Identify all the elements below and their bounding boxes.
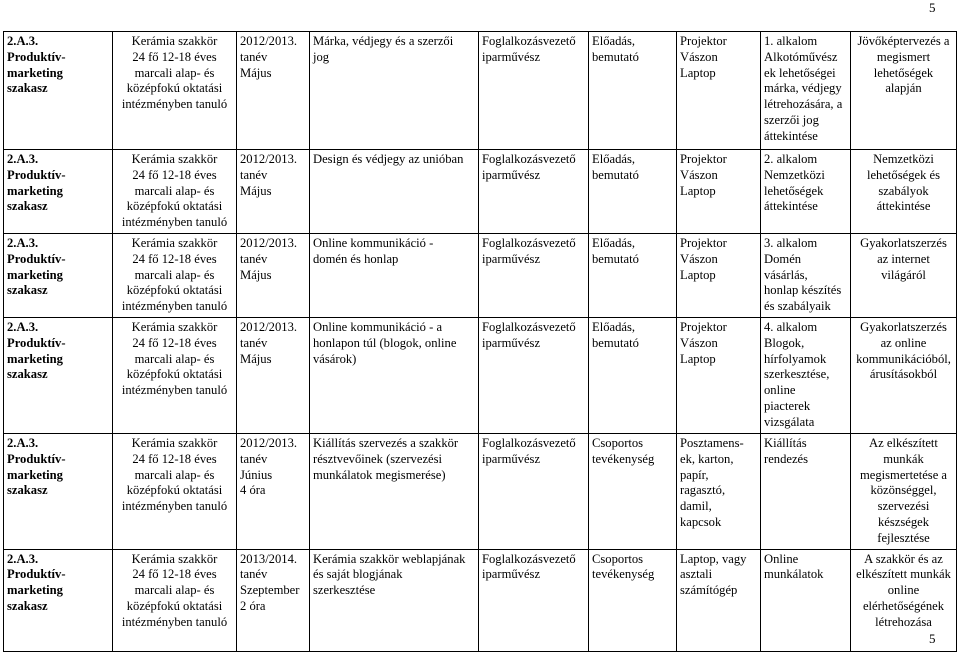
program-table [3, 31, 957, 652]
result-cell-line: munkák [883, 451, 924, 466]
time-cell [237, 318, 310, 434]
topic-cell-line: munkálatok megismerése) [313, 467, 446, 482]
tools-cell-line: Projektor [680, 34, 727, 48]
leader-cell-line: Foglalkozásvezető [482, 551, 576, 566]
tools-cell-line: ek, karton, [680, 451, 734, 466]
activity-cell-line: 3. alkalom [764, 236, 818, 250]
time-cell-line: 2012/2013. [240, 34, 298, 48]
activity-cell-line: vizsgálata [764, 414, 815, 429]
tools-cell [677, 318, 761, 434]
method-cell-line: Csoportos [592, 436, 644, 450]
phase-cell-line: szakasz [7, 199, 48, 214]
target-group-cell-line: Kerámia szakkör [131, 236, 218, 250]
method-cell-line: Előadás, [592, 34, 636, 48]
phase-cell [4, 32, 113, 150]
topic-cell [310, 318, 479, 434]
method-cell-line: Előadás, [592, 236, 636, 250]
leader-cell [479, 32, 589, 150]
topic-cell-line: résztvevőinek (szervezési [313, 451, 443, 466]
phase-cell [4, 318, 113, 434]
target-group-cell-line: Kerámia szakkör [131, 551, 218, 566]
tools-cell-line: Laptop, vagy [680, 551, 747, 566]
method-cell-line: Előadás, [592, 152, 636, 166]
time-cell [237, 234, 310, 318]
target-group-cell [113, 150, 237, 234]
leader-cell-line: iparművész [482, 49, 541, 64]
tools-cell-line: Projektor [680, 236, 727, 250]
method-cell-line: bemutató [592, 251, 639, 266]
time-cell-line: tanév [240, 251, 268, 266]
phase-cell-line: 2.A.3. [7, 320, 39, 334]
time-cell-line: Május [240, 183, 272, 198]
page-number-top: 5 [929, 0, 936, 15]
activity-cell [761, 549, 851, 651]
time-cell-line: 2012/2013. [240, 236, 298, 250]
activity-cell [761, 150, 851, 234]
activity-cell-line: és szabályaik [764, 299, 831, 314]
tools-cell-line: Laptop [680, 65, 716, 80]
table-row [4, 434, 957, 550]
tools-cell-line: Posztamens- [680, 436, 744, 450]
result-cell-line: kommunikációból, [856, 351, 951, 366]
target-group-cell-line: marcali alap- és [134, 183, 215, 198]
target-group-cell-line: marcali alap- és [134, 583, 215, 598]
phase-cell-line: szakasz [7, 81, 48, 96]
result-cell-line: az internet [877, 251, 930, 266]
phase-cell-line: 2.A.3. [7, 436, 39, 450]
time-cell-line: Szeptember [240, 583, 300, 598]
leader-cell [479, 234, 589, 318]
leader-cell-line: iparművész [482, 251, 541, 266]
result-cell-line: fejlesztése [877, 530, 930, 545]
phase-cell-line: 2.A.3. [7, 551, 39, 566]
time-cell [237, 549, 310, 651]
tools-cell-line: számítógép [680, 583, 738, 598]
topic-cell [310, 32, 479, 150]
activity-cell-line: Kiállítás [764, 436, 807, 450]
result-cell [851, 434, 957, 550]
tools-cell-line: papír, [680, 467, 709, 482]
topic-cell-line: Márka, védjegy és a szerzői [313, 34, 454, 48]
method-cell [589, 549, 677, 651]
leader-cell-line: Foglalkozásvezető [482, 436, 576, 450]
method-cell [589, 32, 677, 150]
phase-cell-line: szakasz [7, 483, 48, 498]
target-group-cell-line: Kerámia szakkör [131, 436, 218, 450]
activity-cell-line: ek lehetőségei [764, 65, 836, 80]
phase-cell-line: szakasz [7, 283, 48, 298]
activity-cell-line: 4. alkalom [764, 320, 818, 334]
activity-cell-line: Alkotóművész [764, 49, 838, 64]
activity-cell-line: áttekintése [764, 199, 818, 214]
tools-cell-line: Vászon [680, 49, 718, 64]
result-cell-line: megismertetése a [859, 467, 948, 482]
leader-cell [479, 318, 589, 434]
target-group-cell-line: 24 fő 12-18 éves [132, 335, 217, 350]
target-group-cell-line: Kerámia szakkör [131, 34, 218, 48]
result-cell-line: elérhetőségének [862, 598, 945, 613]
result-cell-line: világáról [881, 267, 926, 282]
tools-cell [677, 549, 761, 651]
result-cell [851, 150, 957, 234]
topic-cell [310, 150, 479, 234]
phase-cell-line: marketing [7, 467, 63, 482]
phase-cell-line: 2.A.3. [7, 236, 39, 250]
activity-cell-line: honlap készítés [764, 283, 842, 298]
result-cell-line: lehetőségek [873, 65, 934, 80]
result-cell [851, 234, 957, 318]
phase-cell-line: 2.A.3. [7, 34, 39, 48]
activity-cell-line: Blogok, [764, 335, 805, 350]
phase-cell-line: szakasz [7, 367, 48, 382]
method-cell [589, 318, 677, 434]
result-cell-line: árusításokból [869, 367, 938, 382]
tools-cell-line: kapcsok [680, 514, 722, 529]
phase-cell-line: Produktív- [7, 49, 66, 64]
result-cell-line: elkészített munkák [856, 567, 951, 582]
target-group-cell [113, 234, 237, 318]
phase-cell [4, 549, 113, 651]
target-group-cell [113, 434, 237, 550]
activity-cell-line: szerkesztése, [764, 367, 830, 382]
topic-cell-line: honlapon túl (blogok, online [313, 335, 457, 350]
table-row [4, 150, 957, 234]
result-cell-line: megismert [876, 49, 931, 64]
target-group-cell-line: intézményben tanuló [121, 299, 228, 314]
tools-cell-line: Vászon [680, 251, 718, 266]
target-group-cell-line: 24 fő 12-18 éves [132, 251, 217, 266]
topic-cell-line: jog [313, 49, 330, 64]
target-group-cell-line: középfokú oktatási [126, 199, 223, 214]
result-cell-line: áttekintése [876, 199, 931, 214]
topic-cell-line: Kerámia szakkör weblapjának [313, 551, 466, 566]
result-cell-line: Jövőképtervezés a [857, 34, 950, 48]
time-cell [237, 32, 310, 150]
topic-cell [310, 434, 479, 550]
phase-cell-line: Produktív- [7, 251, 66, 266]
method-cell-line: bemutató [592, 49, 639, 64]
time-cell [237, 434, 310, 550]
activity-cell-line: rendezés [764, 451, 809, 466]
time-cell-line: tanév [240, 567, 268, 582]
target-group-cell-line: középfokú oktatási [126, 81, 223, 96]
result-cell-line: létrehozása [875, 614, 932, 629]
result-cell-line: készségek [877, 514, 930, 529]
tools-cell-line: Laptop [680, 351, 716, 366]
target-group-cell-line: intézményben tanuló [121, 97, 228, 112]
phase-cell-line: marketing [7, 267, 63, 282]
target-group-cell [113, 318, 237, 434]
method-cell-line: tevékenység [592, 567, 655, 582]
target-group-cell-line: intézményben tanuló [121, 215, 228, 230]
activity-cell-line: online [764, 383, 796, 398]
target-group-cell-line: intézményben tanuló [121, 614, 228, 629]
leader-cell-line: Foglalkozásvezető [482, 152, 576, 166]
activity-cell-line: hírfolyamok [764, 351, 827, 366]
topic-cell-line: Design és védjegy az unióban [313, 152, 464, 166]
tools-cell-line: Laptop [680, 267, 716, 282]
target-group-cell-line: 24 fő 12-18 éves [132, 451, 217, 466]
target-group-cell-line: Kerámia szakkör [131, 320, 218, 334]
result-cell-line: Nemzetközi [873, 152, 934, 166]
leader-cell [479, 434, 589, 550]
activity-cell-line: áttekintése [764, 128, 818, 143]
leader-cell-line: Foglalkozásvezető [482, 236, 576, 250]
target-group-cell-line: középfokú oktatási [126, 483, 223, 498]
tools-cell-line: asztali [680, 567, 713, 582]
phase-cell-line: marketing [7, 583, 63, 598]
result-cell-line: alapján [885, 81, 922, 96]
method-cell-line: bemutató [592, 335, 639, 350]
activity-cell-line: Online [764, 551, 799, 566]
result-cell [851, 318, 957, 434]
tools-cell-line: Vászon [680, 335, 718, 350]
time-cell-line: 2012/2013. [240, 436, 298, 450]
topic-cell-line: vásárok) [313, 351, 357, 366]
result-cell-line: szervezési [877, 499, 930, 514]
topic-cell-line: és saját blogjának [313, 567, 403, 582]
topic-cell-line: szerkesztése [313, 583, 376, 598]
leader-cell [479, 549, 589, 651]
time-cell-line: Május [240, 267, 272, 282]
time-cell-line: tanév [240, 335, 268, 350]
target-group-cell-line: intézményben tanuló [121, 383, 228, 398]
target-group-cell-line: intézményben tanuló [121, 499, 228, 514]
result-cell-line: A szakkör és az [864, 551, 943, 566]
time-cell-line: Május [240, 351, 272, 366]
phase-cell-line: marketing [7, 183, 63, 198]
result-cell-line: Gyakorlatszerzés [860, 236, 947, 250]
table-row [4, 234, 957, 318]
target-group-cell-line: középfokú oktatási [126, 283, 223, 298]
phase-cell-line: Produktív- [7, 451, 66, 466]
tools-cell-line: Projektor [680, 320, 727, 334]
time-cell-line: 4 óra [240, 483, 266, 498]
time-cell-line: 2 óra [240, 598, 266, 613]
tools-cell [677, 32, 761, 150]
topic-cell-line: Online kommunikáció - [313, 236, 434, 250]
activity-cell [761, 32, 851, 150]
tools-cell-line: Laptop [680, 183, 716, 198]
time-cell-line: tanév [240, 167, 268, 182]
tools-cell [677, 234, 761, 318]
phase-cell-line: Produktív- [7, 167, 66, 182]
time-cell [237, 150, 310, 234]
topic-cell-line: domén és honlap [313, 251, 399, 266]
table-row [4, 32, 957, 150]
method-cell [589, 234, 677, 318]
method-cell-line: Előadás, [592, 320, 636, 334]
result-cell [851, 32, 957, 150]
result-cell-line: szabályok [878, 183, 929, 198]
tools-cell [677, 150, 761, 234]
result-cell-line: az online [880, 335, 927, 350]
target-group-cell-line: marcali alap- és [134, 351, 215, 366]
target-group-cell [113, 549, 237, 651]
topic-cell-line: Kiállítás szervezés a szakkör [313, 436, 459, 450]
method-cell-line: Csoportos [592, 551, 644, 566]
leader-cell-line: iparművész [482, 567, 541, 582]
time-cell-line: 2013/2014. [240, 551, 298, 566]
leader-cell-line: iparművész [482, 335, 541, 350]
table-row [4, 549, 957, 651]
activity-cell-line: szerzői jog [764, 112, 819, 127]
method-cell-line: tevékenység [592, 451, 655, 466]
target-group-cell-line: Kerámia szakkör [131, 152, 218, 166]
target-group-cell-line: 24 fő 12-18 éves [132, 567, 217, 582]
tools-cell-line: ragasztó, [680, 483, 726, 498]
target-group-cell-line: marcali alap- és [134, 267, 215, 282]
phase-cell-line: Produktív- [7, 567, 66, 582]
phase-cell-line: szakasz [7, 598, 48, 613]
method-cell [589, 434, 677, 550]
tools-cell-line: Vászon [680, 167, 718, 182]
time-cell-line: 2012/2013. [240, 320, 298, 334]
tools-cell [677, 434, 761, 550]
time-cell-line: tanév [240, 49, 268, 64]
result-cell-line: közönséggel, [870, 483, 937, 498]
activity-cell-line: Nemzetközi [764, 167, 825, 182]
target-group-cell-line: marcali alap- és [134, 467, 215, 482]
result-cell-line: online [887, 583, 920, 598]
tools-cell-line: damil, [680, 499, 712, 514]
target-group-cell-line: középfokú oktatási [126, 598, 223, 613]
time-cell-line: 2012/2013. [240, 152, 298, 166]
leader-cell [479, 150, 589, 234]
phase-cell-line: marketing [7, 65, 63, 80]
leader-cell-line: iparművész [482, 451, 541, 466]
leader-cell-line: Foglalkozásvezető [482, 34, 576, 48]
activity-cell [761, 234, 851, 318]
time-cell-line: tanév [240, 451, 268, 466]
target-group-cell-line: marcali alap- és [134, 65, 215, 80]
phase-cell [4, 234, 113, 318]
target-group-cell [113, 32, 237, 150]
time-cell-line: Május [240, 65, 272, 80]
page-number-bottom: 5 [929, 631, 936, 646]
activity-cell-line: vásárlás, [764, 267, 808, 282]
leader-cell-line: Foglalkozásvezető [482, 320, 576, 334]
phase-cell [4, 434, 113, 550]
result-cell-line: Gyakorlatszerzés [860, 320, 947, 334]
method-cell-line: bemutató [592, 167, 639, 182]
topic-cell [310, 549, 479, 651]
activity-cell-line: munkálatok [764, 567, 824, 582]
activity-cell-line: Domén [764, 251, 802, 266]
activity-cell-line: lehetőségek [764, 183, 824, 198]
result-cell-line: lehetőségek és [866, 167, 941, 182]
topic-cell-line: Online kommunikáció - a [313, 320, 443, 334]
result-cell [851, 549, 957, 651]
activity-cell [761, 318, 851, 434]
time-cell-line: Június [240, 467, 273, 482]
phase-cell-line: marketing [7, 351, 63, 366]
phase-cell [4, 150, 113, 234]
leader-cell-line: iparművész [482, 167, 541, 182]
activity-cell [761, 434, 851, 550]
activity-cell-line: piacterek [764, 398, 811, 413]
method-cell [589, 150, 677, 234]
activity-cell-line: márka, védjegy [764, 81, 842, 96]
target-group-cell-line: 24 fő 12-18 éves [132, 49, 217, 64]
phase-cell-line: 2.A.3. [7, 152, 39, 166]
target-group-cell-line: 24 fő 12-18 éves [132, 167, 217, 182]
topic-cell [310, 234, 479, 318]
phase-cell-line: Produktív- [7, 335, 66, 350]
table-row [4, 318, 957, 434]
activity-cell-line: létrehozására, a [764, 97, 843, 112]
tools-cell-line: Projektor [680, 152, 727, 166]
target-group-cell-line: középfokú oktatási [126, 367, 223, 382]
result-cell-line: Az elkészített [869, 436, 938, 450]
activity-cell-line: 1. alkalom [764, 34, 818, 48]
activity-cell-line: 2. alkalom [764, 152, 818, 166]
